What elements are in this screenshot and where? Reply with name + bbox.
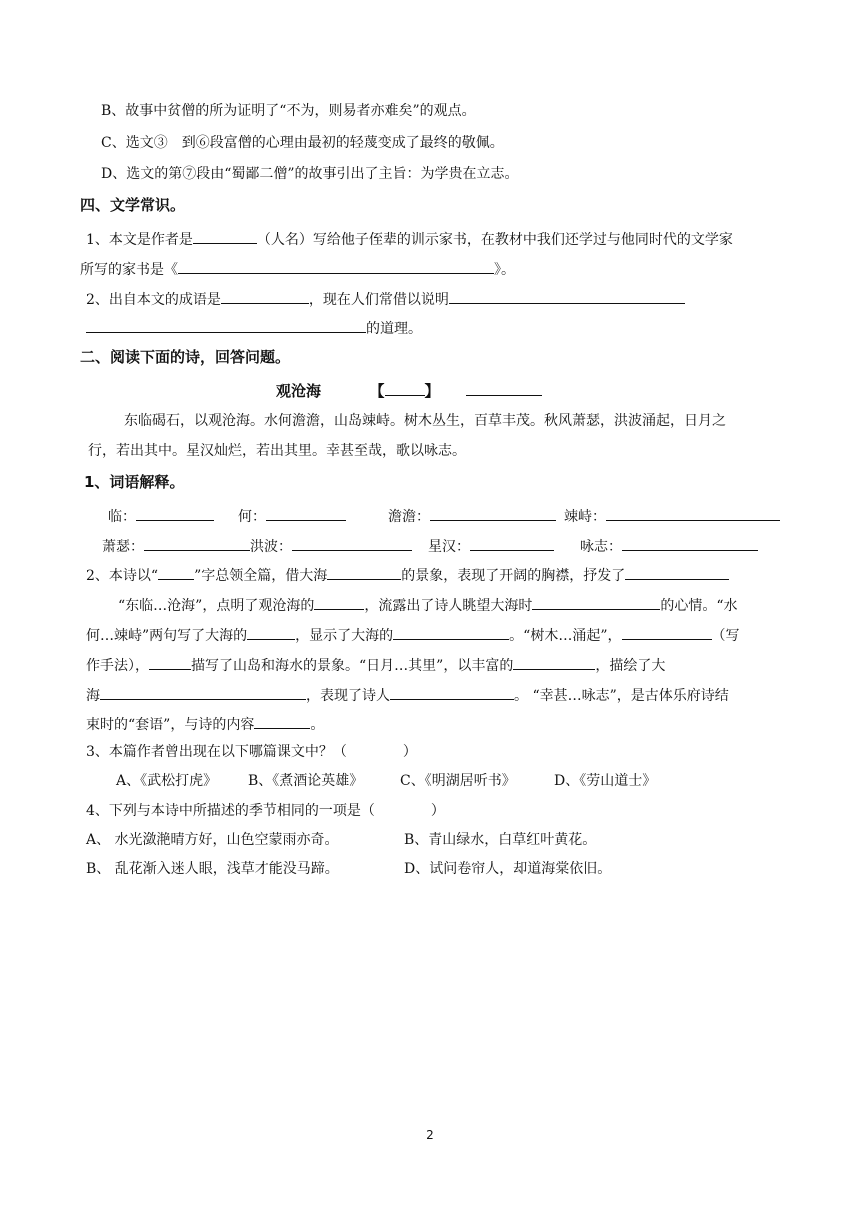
vocab-xinghan: [428, 535, 554, 557]
vocab-lin-blank[interactable]: [136, 505, 214, 521]
option-d: D、选文的第⑦段由“蜀鄙二僧”的故事引出了主旨：为学贵在立志。: [101, 166, 519, 182]
q3-option-a[interactable]: A、《武松打虎》: [116, 773, 218, 789]
q2-blank-method[interactable]: [149, 654, 191, 670]
q2-blank-feature[interactable]: [247, 624, 295, 640]
q2-line4: [86, 654, 665, 676]
q2-line2: [118, 594, 738, 616]
section4-heading: 四、文学常识。: [80, 196, 186, 214]
q3-option-b[interactable]: B、《煮酒论英雄》: [248, 773, 364, 789]
option-c: C、选文③ 到⑥段富僧的心理由最初的轻蔑变成了最终的敬佩。: [101, 135, 504, 151]
poem-body-line1: 东临碣石，以观沧海。水何澹澹，山岛竦峙。树木丛生，百草丰茂。秋风萧瑟，洪波涌起，日月之: [124, 413, 726, 429]
vocab-he-label: 何：: [238, 509, 266, 525]
q2-text-1a: 2、本诗以“: [86, 568, 159, 584]
vocab-yongzhi: [580, 535, 758, 557]
q2-text-5a: 海: [86, 688, 100, 704]
q2-text-1b: ”字总领全篇，借大海: [194, 568, 328, 584]
bracket-right: 】: [424, 382, 440, 400]
poem-section-heading: 二、阅读下面的诗，回答问题。: [80, 348, 291, 366]
q2-text-4c: ，描绘了大: [595, 658, 666, 674]
vocab-dandan: [388, 505, 556, 527]
dynasty-blank[interactable]: [385, 380, 425, 396]
vocab-hongbo-label: 洪波：: [250, 539, 292, 555]
bracket-left: 【: [369, 382, 385, 400]
vocab-songzhi: [564, 505, 780, 527]
idiom-blank[interactable]: [221, 288, 309, 304]
page-number: 2: [426, 1128, 434, 1142]
q2-line3: [86, 624, 740, 646]
q2-text-5c: 。 “幸甚…咏志”，是古体乐府诗结: [514, 688, 729, 704]
q2-text-3c: 。“树木…涌起”，: [509, 628, 622, 644]
q4-option-c[interactable]: B、 乱花渐入迷人眼，浅草才能没马蹄。: [86, 861, 339, 877]
q2-blank-poet[interactable]: [390, 684, 514, 700]
vocab-lin-label: 临：: [108, 509, 136, 525]
sec4-q2-line2: [86, 317, 422, 339]
q3-question: 3、本篇作者曾出现在以下哪篇课文中？（ ）: [86, 744, 417, 760]
poet-name-blank[interactable]: [466, 380, 542, 396]
q4-option-a[interactable]: A、 水光潋滟晴方好，山色空蒙雨亦奇。: [86, 832, 339, 848]
vocab-xinghan-blank[interactable]: [470, 535, 554, 551]
q2-text-2c: 的心情。“水: [660, 598, 738, 614]
vocab-xiaose-label: 萧瑟：: [102, 539, 144, 555]
q2-line6: [86, 713, 324, 735]
q2-line5: [86, 684, 729, 706]
vocab-songzhi-label: 竦峙：: [564, 509, 606, 525]
vocab-dandan-label: 澹澹：: [388, 509, 430, 525]
sec4-q1-text-b: （人名）写给他子侄辈的训示家书，在教材中我们还学过与他同时代的文学家: [256, 232, 733, 248]
q2-text-5b: ，表现了诗人: [306, 688, 390, 704]
q2-text-4b: 描写了山岛和海水的景象。“日月…其里”，以丰富的: [191, 658, 514, 674]
vocab-heading: 1、词语解释。: [84, 473, 185, 491]
vocab-he-blank[interactable]: [266, 505, 346, 521]
q2-text-3a: 何…竦峙”两句写了大海的: [86, 628, 248, 644]
q2-text-3d: （写: [711, 628, 740, 644]
letter-title-blank[interactable]: [178, 258, 494, 274]
option-b: B、故事中贫僧的所为证明了“不为，则易者亦难矣”的观点。: [101, 103, 476, 119]
q2-text-1c: 的景象，表现了开阔的胸襟，抒发了: [401, 568, 626, 584]
vocab-songzhi-blank[interactable]: [606, 505, 780, 521]
poem-body-line2: 行，若出其中。星汉灿烂，若出其里。幸甚至哉，歌以咏志。: [88, 443, 466, 459]
sec4-q1-text-c: 所写的家书是《: [80, 262, 178, 278]
vocab-xinghan-label: 星汉：: [428, 539, 470, 555]
vocab-he: [238, 505, 346, 527]
q2-text-4a: 作手法），: [86, 658, 149, 674]
q2-text-3b: ，显示了大海的: [295, 628, 394, 644]
vocab-yongzhi-blank[interactable]: [622, 535, 758, 551]
vocab-xiaose-blank[interactable]: [144, 535, 250, 551]
q2-blank-show[interactable]: [393, 624, 509, 640]
sec4-q2-line1: [86, 288, 685, 310]
q2-blank-sea[interactable]: [100, 684, 306, 700]
sec4-q2-text-a: 2、出自本文的成语是: [86, 292, 221, 308]
poem-title-line: [276, 380, 542, 401]
q2-blank-technique[interactable]: [622, 624, 712, 640]
q2-blank-keyword[interactable]: [158, 564, 194, 580]
sec4-q2-text-b: ，现在人们常借以说明: [308, 292, 449, 308]
vocab-hongbo-blank[interactable]: [292, 535, 412, 551]
sec4-q2-text-c: 的道理。: [366, 321, 422, 337]
q2-blank-place[interactable]: [314, 594, 364, 610]
q2-line1: [86, 564, 729, 586]
q4-option-b[interactable]: B、青山绿水，白草红叶黄花。: [404, 832, 597, 848]
q4-option-d[interactable]: D、试问卷帘人，却道海棠依旧。: [404, 861, 612, 877]
q2-text-2b: ，流露出了诗人眺望大海时: [364, 598, 533, 614]
sec4-q1-line2: [80, 258, 515, 280]
sec4-q1-text-d: 》。: [494, 262, 515, 278]
sec4-q1-line1: [86, 228, 733, 250]
q2-text-6b: 。: [310, 717, 325, 733]
q2-blank-imagination[interactable]: [513, 654, 595, 670]
q2-blank-content[interactable]: [254, 713, 310, 729]
q3-option-d[interactable]: D、《劳山道士》: [554, 773, 657, 789]
sec4-q1-text-a: 1、本文是作者是: [86, 232, 193, 248]
q2-blank-express[interactable]: [625, 564, 729, 580]
poem-title: 观沧海: [276, 382, 322, 400]
vocab-row1: [108, 505, 214, 527]
vocab-dandan-blank[interactable]: [430, 505, 556, 521]
q2-text-2a: “东临…沧海”，点明了观沧海的: [118, 598, 315, 614]
meaning-blank-2[interactable]: [86, 317, 366, 333]
vocab-xiaose: [102, 535, 412, 557]
q3-option-c[interactable]: C、《明湖居听书》: [400, 773, 516, 789]
author-name-blank[interactable]: [193, 228, 257, 244]
q2-text-6a: 束时的“套语”，与诗的内容: [86, 717, 255, 733]
meaning-blank-1[interactable]: [449, 288, 685, 304]
vocab-yongzhi-label: 咏志：: [580, 539, 622, 555]
q4-question: 4、下列与本诗中所描述的季节相同的一项是（ ）: [86, 803, 445, 819]
q2-blank-mood[interactable]: [532, 594, 660, 610]
q2-blank-scene[interactable]: [327, 564, 401, 580]
